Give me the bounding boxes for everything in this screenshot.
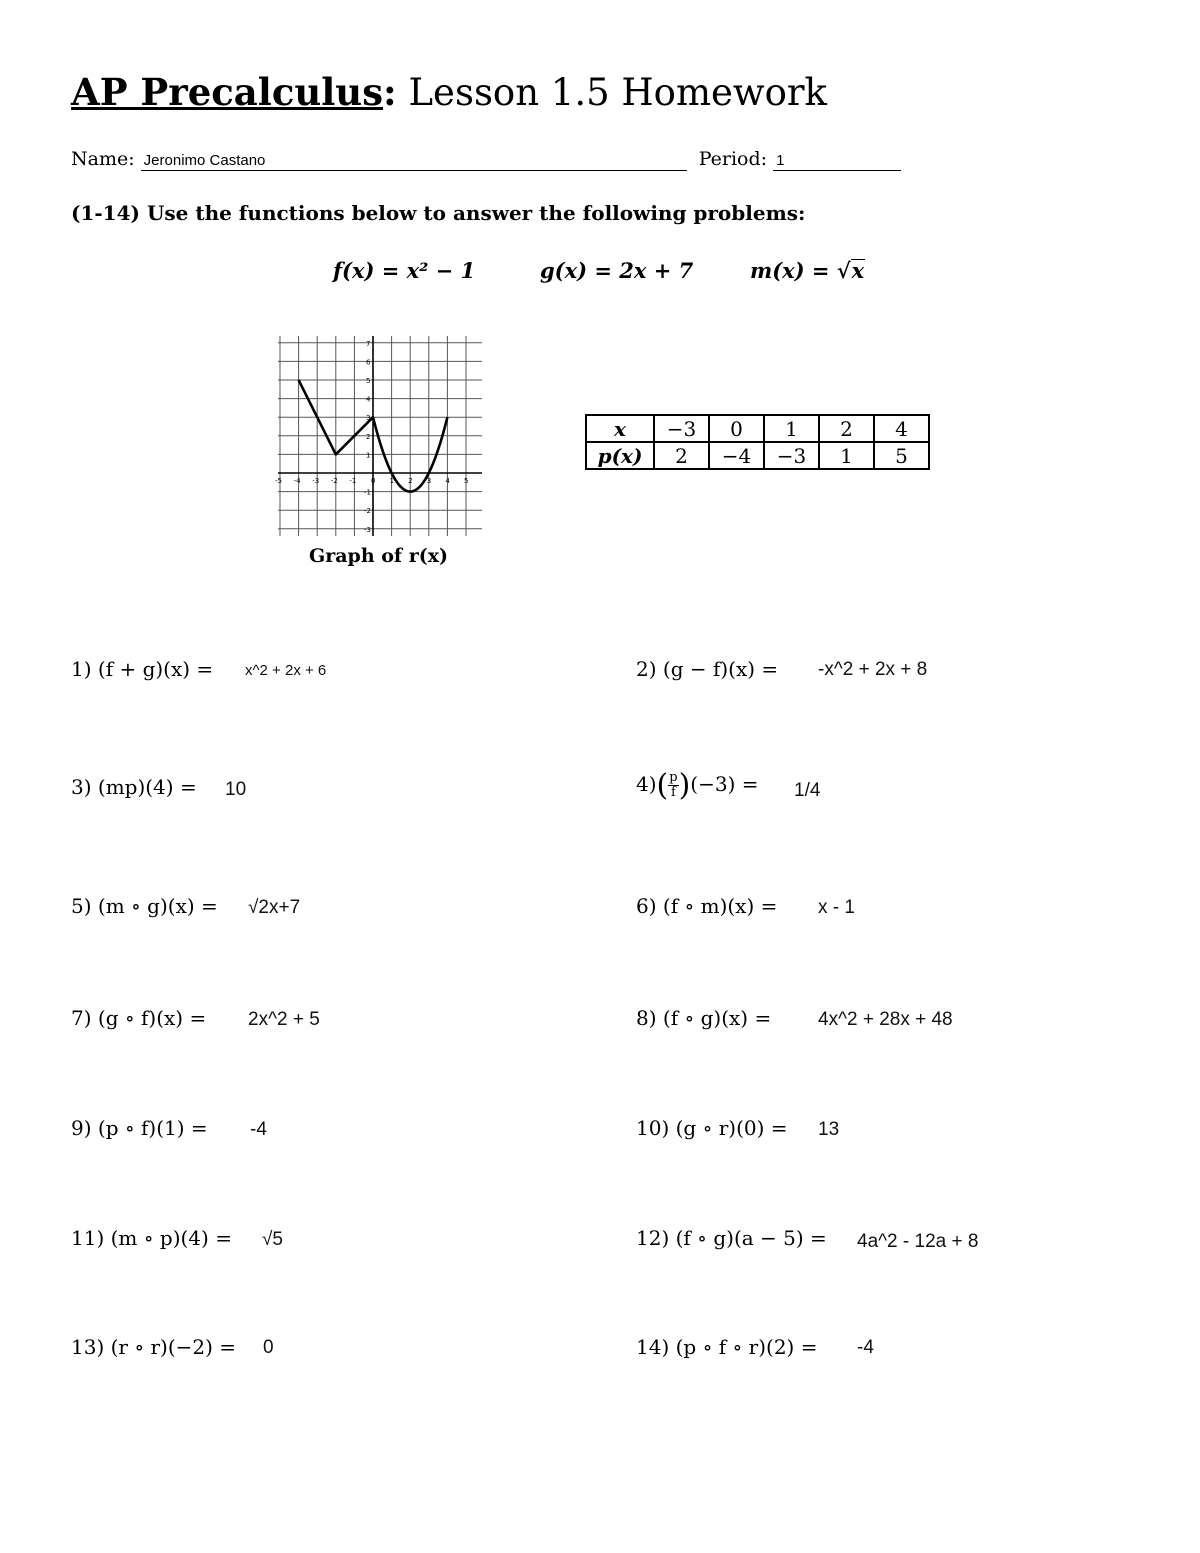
answer-12[interactable]: 4a^2 - 12a + 8 bbox=[857, 1231, 979, 1252]
answer-7[interactable]: 2x^2 + 5 bbox=[248, 1009, 320, 1030]
x-tick-label: 2 bbox=[408, 477, 413, 485]
fraction-p-over-f bbox=[668, 771, 678, 799]
problem-11: 11) (m ∘ p)(4) = bbox=[71, 1226, 232, 1250]
y-tick-label: 2 bbox=[366, 432, 371, 441]
problem-2: 2) (g − f)(x) = bbox=[636, 657, 779, 681]
fraction-denominator: f bbox=[671, 785, 676, 800]
function-g: g(x) = 2x + 7 bbox=[540, 258, 694, 283]
problem-13: 13) (r ∘ r)(−2) = bbox=[71, 1335, 237, 1359]
problem-7: 7) (g ∘ f)(x) = bbox=[71, 1006, 207, 1030]
p-table-cell: 1 bbox=[764, 415, 819, 442]
page-title bbox=[71, 70, 827, 114]
p-table-header-p: p(x) bbox=[586, 442, 654, 469]
problem-8: 8) (f ∘ g)(x) = bbox=[636, 1006, 772, 1030]
p-table bbox=[585, 414, 930, 470]
period-value: 1 bbox=[776, 152, 785, 169]
problem-14: 14) (p ∘ f ∘ r)(2) = bbox=[636, 1335, 818, 1359]
function-m bbox=[750, 258, 865, 283]
problem-9: 9) (p ∘ f)(1) = bbox=[71, 1116, 208, 1140]
graph-tick-labels bbox=[275, 340, 468, 534]
p-table-cell: 0 bbox=[709, 415, 764, 442]
y-tick-label: 7 bbox=[366, 339, 371, 348]
name-label: Name: bbox=[71, 148, 135, 170]
y-tick-label: 1 bbox=[366, 451, 371, 460]
x-tick-label: 4 bbox=[445, 477, 450, 485]
answer-14[interactable]: -4 bbox=[857, 1337, 874, 1358]
title-colon: : bbox=[383, 70, 397, 114]
answer-11[interactable]: √5 bbox=[262, 1229, 283, 1250]
answer-1[interactable]: x^2 + 2x + 6 bbox=[245, 662, 327, 679]
paren-open: ( bbox=[656, 768, 669, 803]
answer-3[interactable]: 10 bbox=[225, 779, 247, 800]
answer-6[interactable]: x - 1 bbox=[818, 897, 855, 918]
graph-r bbox=[276, 334, 484, 538]
p-table-cell: 1 bbox=[819, 442, 874, 469]
answer-8[interactable]: 4x^2 + 28x + 48 bbox=[818, 1009, 953, 1030]
problem-6: 6) (f ∘ m)(x) = bbox=[636, 894, 778, 918]
problem-4-number: 4) bbox=[636, 772, 657, 796]
course-title: AP Precalculus bbox=[71, 70, 384, 114]
problem-4 bbox=[636, 768, 759, 803]
x-tick-label: 1 bbox=[389, 477, 395, 485]
function-m-radicand: x bbox=[851, 258, 865, 283]
instructions: (1-14) Use the functions below to answer the following problems: bbox=[71, 201, 806, 225]
period-field[interactable] bbox=[773, 148, 901, 171]
y-tick-label: 5 bbox=[366, 377, 371, 385]
x-tick-label: -3 bbox=[312, 477, 320, 485]
x-tick-label: -2 bbox=[330, 477, 338, 485]
graph-grid bbox=[278, 336, 482, 536]
y-tick-label: -3 bbox=[364, 525, 371, 534]
y-tick-label: -1 bbox=[364, 488, 371, 497]
y-tick-label: 6 bbox=[366, 358, 371, 367]
answer-4[interactable]: 1/4 bbox=[794, 780, 821, 801]
name-field[interactable] bbox=[141, 148, 687, 171]
problem-4-rest: (−3) = bbox=[690, 772, 759, 796]
answer-13[interactable]: 0 bbox=[263, 1337, 274, 1358]
fraction-numerator: p bbox=[669, 770, 678, 786]
problem-5: 5) (m ∘ g)(x) = bbox=[71, 894, 218, 918]
x-tick-label: -1 bbox=[349, 477, 357, 485]
p-table-cell: −3 bbox=[764, 442, 819, 469]
problem-10: 10) (g ∘ r)(0) = bbox=[636, 1116, 788, 1140]
y-tick-label: 3 bbox=[366, 414, 371, 423]
problem-3: 3) (mp)(4) = bbox=[71, 775, 197, 799]
p-table-cell: −4 bbox=[709, 442, 764, 469]
name-period-row bbox=[71, 148, 901, 171]
answer-9[interactable]: -4 bbox=[250, 1119, 267, 1140]
p-table-cell: 2 bbox=[654, 442, 709, 469]
function-f: f(x) = x² − 1 bbox=[333, 258, 476, 283]
answer-5[interactable]: √2x+7 bbox=[248, 897, 301, 918]
x-tick-label: 3 bbox=[426, 477, 432, 485]
p-table-cell: −3 bbox=[654, 415, 709, 442]
answer-2[interactable]: -x^2 + 2x + 8 bbox=[818, 659, 928, 680]
x-tick-label: -5 bbox=[275, 477, 282, 485]
y-tick-label: -2 bbox=[364, 507, 371, 516]
paren-close: ) bbox=[678, 768, 691, 803]
p-table-row-x bbox=[586, 415, 929, 442]
name-value: Jeronimo Castano bbox=[143, 152, 266, 169]
p-table-header-x: x bbox=[586, 415, 654, 442]
x-tick-label: -4 bbox=[293, 477, 301, 485]
p-table-cell: 4 bbox=[874, 415, 929, 442]
x-tick-label: 5 bbox=[464, 477, 469, 485]
lesson-title: Lesson 1.5 Homework bbox=[408, 71, 827, 114]
problem-12: 12) (f ∘ g)(a − 5) = bbox=[636, 1226, 827, 1250]
x-tick-label: 0 bbox=[371, 477, 376, 485]
problem-1: 1) (f + g)(x) = bbox=[71, 657, 214, 681]
p-table-row-p bbox=[586, 442, 929, 469]
period-label: Period: bbox=[698, 148, 768, 170]
function-m-prefix: m(x) = √ bbox=[750, 258, 851, 283]
p-table-cell: 2 bbox=[819, 415, 874, 442]
graph-caption: Graph of r(x) bbox=[309, 545, 449, 567]
y-tick-label: 4 bbox=[366, 395, 371, 404]
p-table-cell: 5 bbox=[874, 442, 929, 469]
answer-10[interactable]: 13 bbox=[818, 1119, 840, 1140]
